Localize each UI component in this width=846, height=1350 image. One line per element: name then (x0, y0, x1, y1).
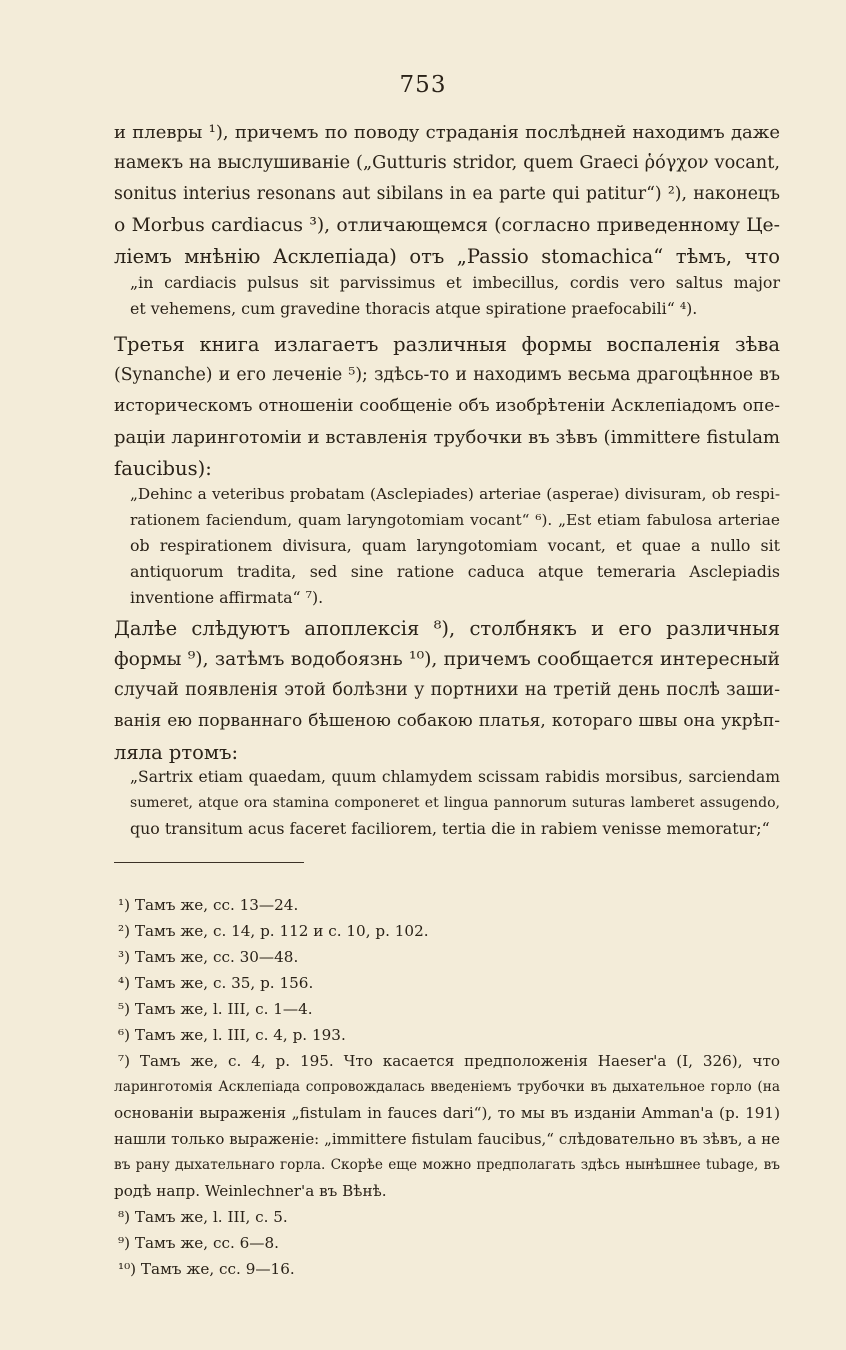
footnote-7 (114, 1048, 780, 1204)
paragraph-3 (114, 613, 780, 768)
footnote: ⁹) Тамъ же, сс. 6—8. (118, 1234, 279, 1252)
footnote: ⁶) Тамъ же, l. III, с. 4, р. 193. (118, 1026, 346, 1044)
text-line: faucibus): (114, 457, 212, 480)
page-number: 753 (399, 72, 447, 98)
quote-1 (130, 270, 780, 322)
text-line: намекъ на выслушиваніе („Gutturis stridor, quem Graeci ῥόγχον vocant, (114, 153, 780, 173)
footnote-line: въ рану дыхательнаго горла. Скорѣе еще можно предполагать здѣсь нынѣшнее tubage, въ (114, 1157, 780, 1173)
footnote: ⁴) Тамъ же, с. 35, р. 156. (118, 974, 314, 992)
footnotes (118, 892, 784, 1048)
footnote: ⁸) Тамъ же, l. III, с. 5. (118, 1208, 288, 1226)
text-line: случай появленія этой болѣзни у портнихи на третій день послѣ заши- (114, 680, 780, 700)
footnote: ⁵) Тамъ же, l. III, с. 1—4. (118, 1000, 313, 1018)
quote-line: et vehemens, cum gravedine thoracis atque spiratione praefocabili“ ⁴). (130, 299, 698, 318)
footnotes-end (118, 1204, 784, 1282)
quote-line: „Sartrix etiam quaedam, quum chlamydem scissam rabidis morsibus, sarciendam (130, 768, 780, 786)
quote-line: sumeret, atque ora stamina componeret et lingua pannorum suturas lamberet assugendo, (130, 795, 780, 811)
quote-2 (130, 481, 780, 611)
paragraph-2 (114, 329, 780, 484)
footnote: ¹⁰) Тамъ же, сс. 9—16. (118, 1260, 295, 1278)
quote-line: inventione affirmata“ ⁷). (130, 588, 324, 607)
paragraph-1 (114, 117, 780, 272)
footnote-line: ⁷) Тамъ же, с. 4, р. 195. Что касается предположенія Haeser'а (I, 326), что (118, 1052, 780, 1070)
text-line: и плевры ¹), причемъ по поводу страданія послѣдней находимъ даже (114, 122, 780, 143)
quote-line: „Dehinc a veteribus probatam (Asclepiades) arteriae (asperae) divisuram, ob respi- (130, 485, 780, 503)
text-line: ліемъ мнѣнію Асклепіада) отъ „Passio stomachica“ тѣмъ, что (114, 245, 780, 268)
text-line: ванія ею порваннаго бѣшеною собакою платья, котораго швы она укрѣп- (114, 711, 780, 731)
footnote-divider (114, 862, 304, 863)
text-line: (Synanche) и его леченіе ⁵); здѣсь-то и находимъ весьма драгоцѣнное въ (114, 365, 780, 385)
text-line: ляла ртомъ: (114, 741, 239, 764)
footnote-line: основаніи выраженія „fistulam in fauces dari“), то мы въ изданіи Amman'а (р. 191) (114, 1104, 780, 1122)
footnote-line: родѣ напр. Weinlechner'а въ Вѣнѣ. (114, 1182, 387, 1200)
text-line: Третья книга излагаетъ различныя формы воспаленія зѣва (114, 333, 780, 356)
footnote-line: ларинготомія Асклепіада сопровождалась введеніемъ трубочки въ дыхательное горло (на (114, 1079, 780, 1095)
quote-line: „in cardiacis pulsus sit parvissimus et imbecillus, cordis vero saltus major (130, 273, 780, 292)
quote-line: ob respirationem divisura, quam laryngotomiam vocant, et quae a nullo sit (130, 536, 780, 555)
footnote: ¹) Тамъ же, сс. 13—24. (118, 896, 299, 914)
footnote-line: нашли только выраженіе: „immittere fistulam faucibus,“ слѣдовательно въ зѣвъ, а не (114, 1130, 780, 1148)
text-line: формы ⁹), затѣмъ водобоязнь ¹⁰), причемъ сообщается интересный (114, 649, 780, 670)
text-line: sonitus interius resonans aut sibilans in ea parte qui patitur“) ²), наконецъ (114, 184, 780, 204)
footnote: ³) Тамъ же, сс. 30—48. (118, 948, 299, 966)
text-line: раціи ларинготоміи и вставленія трубочки въ зѣвъ (immittere fistulam (114, 427, 780, 448)
quote-line: rationem faciendum, quam laryngotomiam vocant“ ⁶). „Est etiam fabulosa arteriae (130, 511, 780, 529)
text-line: историческомъ отношеніи сообщеніе объ изобрѣтеніи Асклепіадомъ опе- (114, 396, 780, 416)
text-line: о Morbus cardiacus ³), отличающемся (согласно приведенному Це- (114, 215, 780, 236)
quote-line: quo transitum acus faceret faciliorem, tertia die in rabiem venisse memoratur;“ (130, 819, 770, 838)
quote-3 (130, 764, 780, 842)
footnote: ²) Тамъ же, с. 14, р. 112 и с. 10, р. 102. (118, 922, 429, 940)
text-line: Далѣе слѣдуютъ апоплексія ⁸), столбнякъ и его различныя (114, 617, 780, 640)
quote-line: antiquorum tradita, sed sine ratione caduca atque temeraria Asclepiadis (130, 562, 780, 581)
